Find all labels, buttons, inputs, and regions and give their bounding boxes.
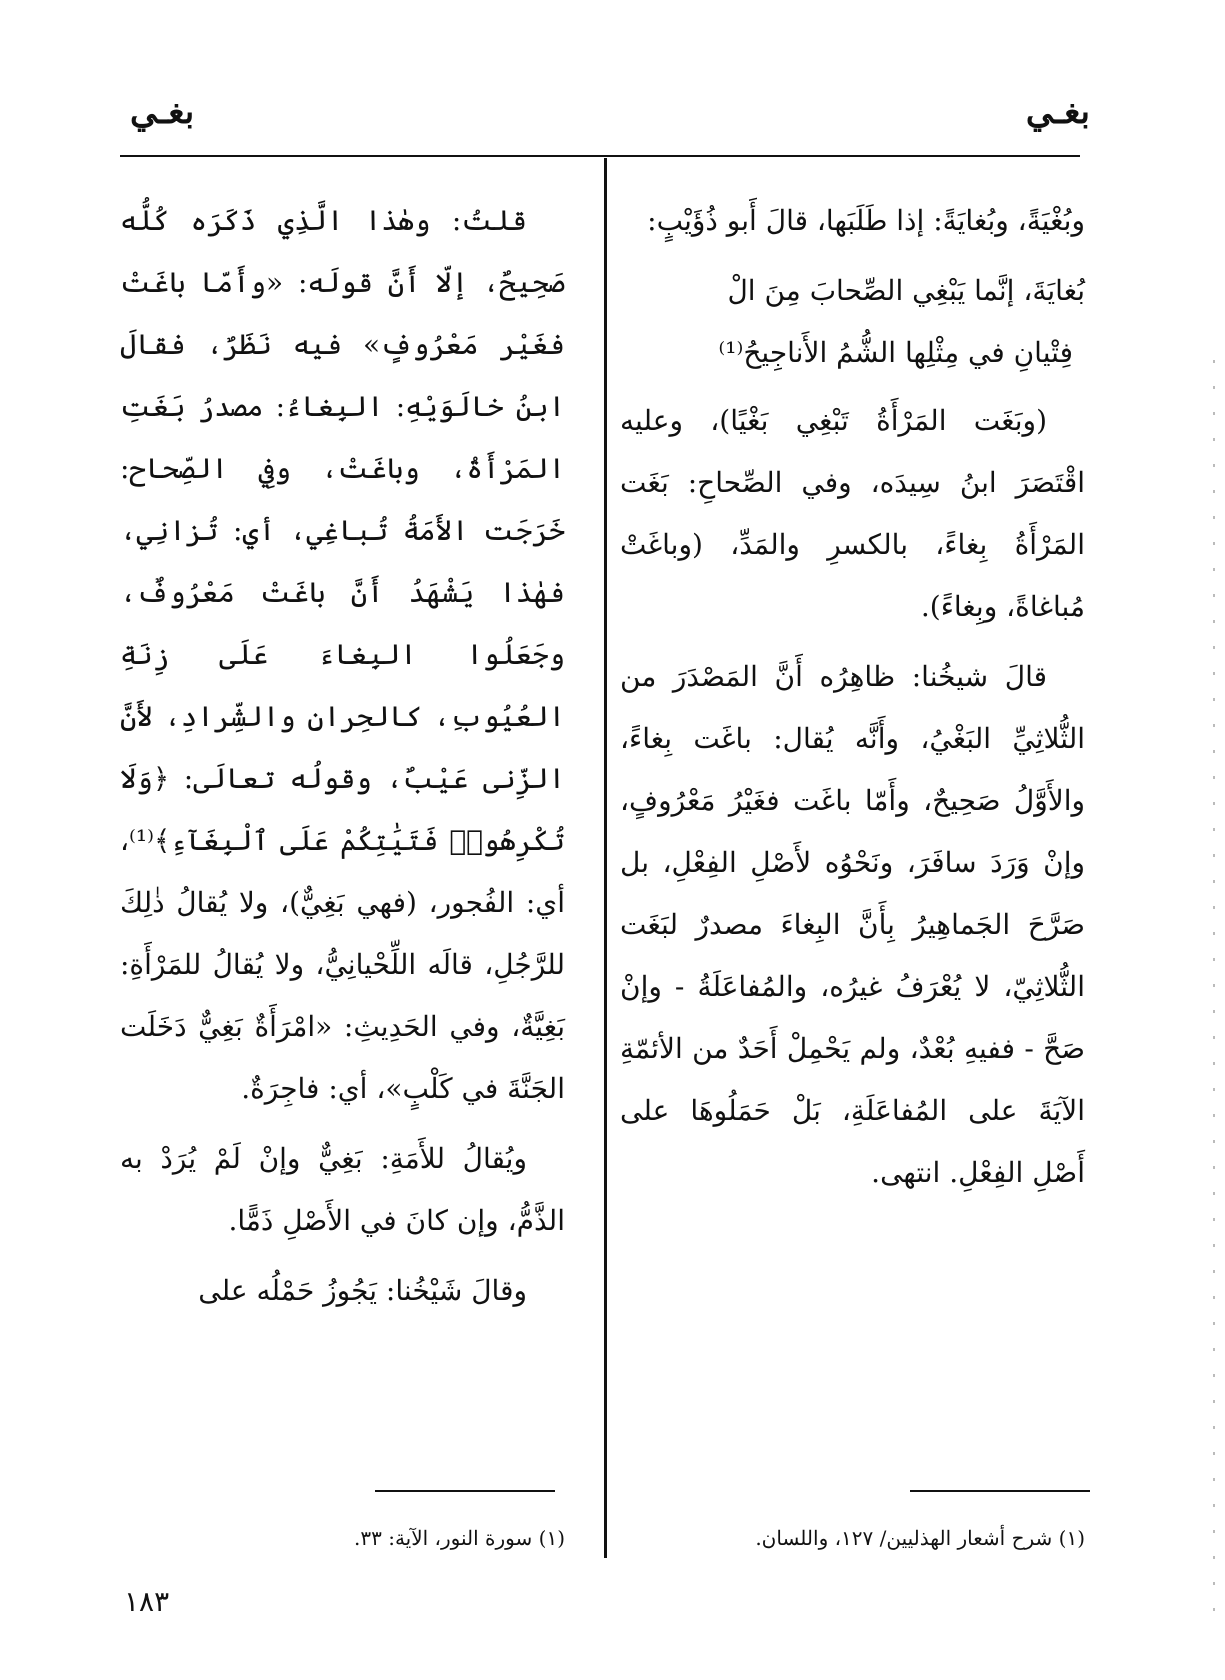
footnote-rule-left bbox=[375, 1490, 555, 1492]
right-paragraph-2: (وبَغَت المَرْأَةُ تَبْغِي بَغْيًا)، وعليه اقْتَصَرَ ابنُ سِيدَه، وفي الصِّحاحِ: بَغَت المَرْأَةُ بِغاءً، بالكسرِ والمَدِّ، (وباغَتْ مُباغاةً، وبِغاءً). bbox=[620, 404, 1085, 623]
left-column bbox=[120, 190, 565, 1330]
column-divider bbox=[604, 158, 607, 1558]
footnote-left: (١) سورة النور، الآية: ٣٣. bbox=[354, 1526, 565, 1550]
footnote-right: (١) شرح أشعار الهذليين/ ١٢٧، واللسان. bbox=[755, 1526, 1085, 1550]
left-paragraph-3: وقالَ شَيْخُنا: يَجُوزُ حَمْلُه على bbox=[198, 1274, 527, 1307]
verse-line-1: بُغايَةَ، إنَّما يَبْغِي الصِّحابَ مِنَ الْ bbox=[727, 274, 1085, 307]
footnote-rule-right bbox=[910, 1490, 1090, 1492]
right-paragraph-3: قالَ شيخُنا: ظاهِرُه أَنَّ المَصْدَرَ من الثُّلاثِيِّ البَغْيُ، وأَنَّه يُقال: باغَت بِغاءً، والأَوَّلُ صَحِيحٌ، وأَمّا باغَت فغَيْرُ مَعْرُوفٍ، وإنْ وَرَدَ سافَرَ، ونَحْوُه لأَصْلِ الفِعْلِ، بل صَرَّحَ الجَماهِيرُ بِأَنَّ البِغاءَ مصدرٌ لبَغَت الثُّلاثِيّ، لا يُعْرَفُ غيرُه، والمُفاعَلَةُ - وإنْ صَحَّ - ففيهِ بُعْدٌ، ولم يَحْمِلْ أَحَدٌ من الأئمّةِ الآيَةَ على المُفاعَلَةِ، بَلْ حَمَلُوهَا على أَصْلِ الفِعْلِ. انتهى. bbox=[620, 660, 1085, 1189]
poetry-verse bbox=[620, 260, 1085, 384]
right-column bbox=[620, 190, 1085, 1212]
running-head-left: بغـي bbox=[130, 92, 195, 132]
header-rule bbox=[120, 155, 1080, 157]
running-head-right: بغـي bbox=[1025, 92, 1090, 132]
right-paragraph-1: وبُغْيَةً، وبُغايَةً: إذا طَلَبَها، قالَ أَبو ذُؤَيْبٍ: bbox=[647, 204, 1085, 237]
margin-scan-marks bbox=[1213, 360, 1215, 1630]
page-number: ١٨٣ bbox=[124, 1585, 170, 1618]
verse-line-2: فِتْيانِ في مِثْلِها الشُّمُ الأَناجِيحُ⁽¹⁾ bbox=[718, 336, 1073, 369]
left-paragraph-2: ويُقالُ للأَمَةِ: بَغِيٌّ وإنْ لَمْ يُرَدْ به الذَّمُّ، وإن كانَ في الأَصْلِ ذَمًّا. bbox=[120, 1142, 565, 1237]
left-paragraph-1: قلتُ: وهٰذا الَّذِي ذَكَرَه كُلُّه صَحِيحٌ، إلّا أَنَّ قولَه: «وأَمّا باغَتْ فغَيْر مَعْرُوفٍ» فيه نَظَرٌ، فقالَ ابنُ خالَوَيْهِ: البِغاءُ: مصدرُ بَغَتِ المَرْأَةُ، وباغَتْ، وفِي الصِّحاح: خَرَجَت الأَمَةُ تُباغِي، أي: تُزانِي، فهٰذا يَشْهَدُ أَنَّ باغَتْ مَعْرُوفٌ، وجَعَلُوا البِغاءَ عَلَى زِنَةِ العُيُوبِ، كالحِرانِ والشِّرادِ، لأَنَّ الزِّنى عَيْبٌ، وقولُه تعالَى: ﴿وَلَا تُكْرِهُوا۟ فَتَيَٰتِكُمْ عَلَى ٱلْبِغَآءِ﴾⁽¹⁾، أي: الفُجور، (فهي بَغِيٌّ)، ولا يُقالُ ذٰلِكَ للرَّجُلِ، قالَه اللِّحْيانِيُّ، ولا يُقالُ للمَرْأَةِ: بَغِيَّةٌ، وفي الحَدِيثِ: «امْرَأَةٌ بَغِيٌّ دَخَلَت الجَنَّةَ في كَلْبٍ»، أي: فاجِرَةٌ. bbox=[120, 204, 565, 1105]
